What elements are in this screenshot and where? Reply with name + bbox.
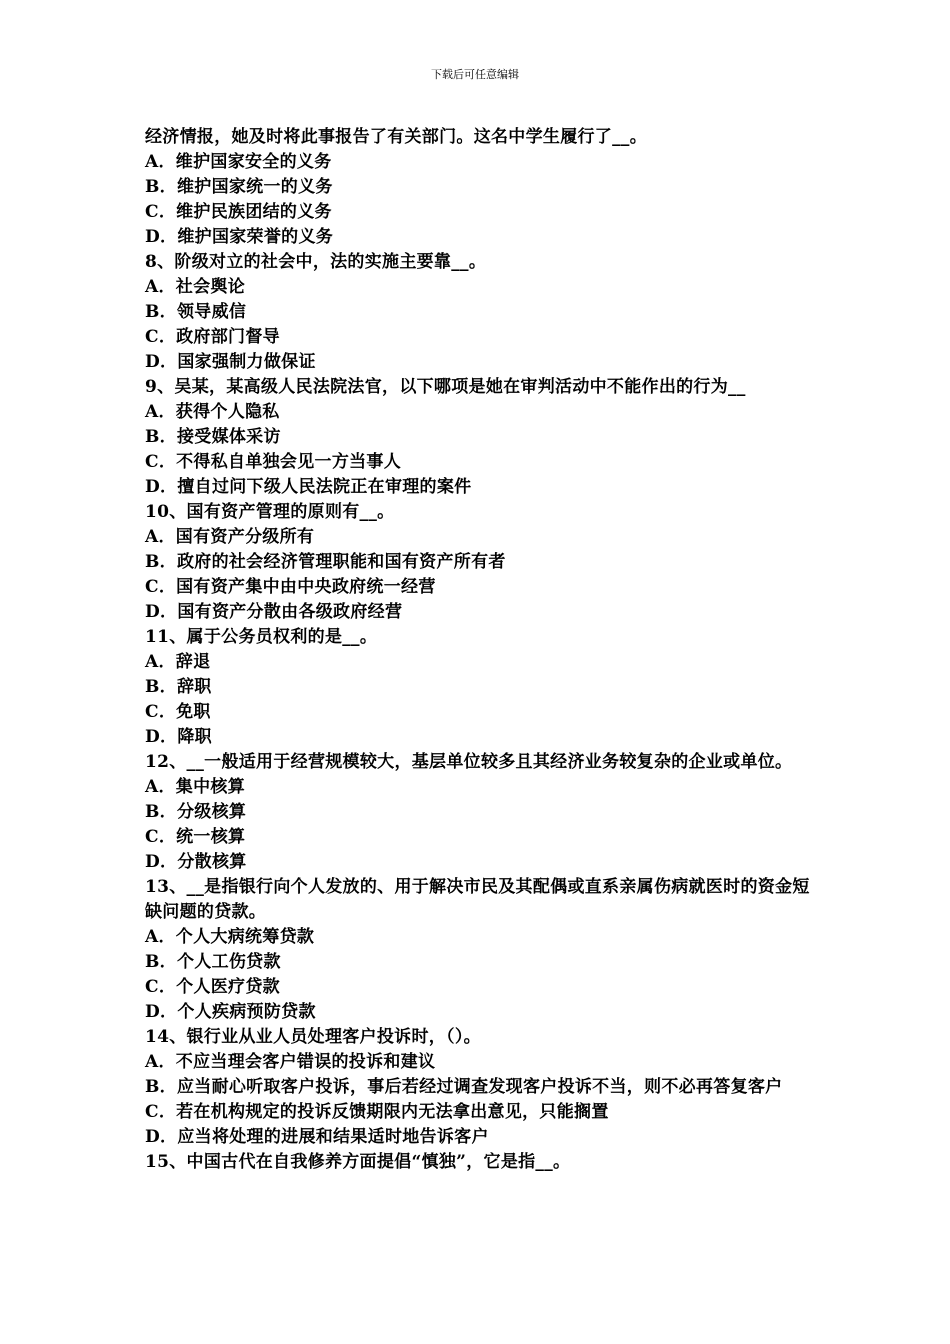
option-d: D．维护国家荣誉的义务: [145, 227, 334, 247]
question-12-option-d: D．分散核算: [145, 852, 247, 872]
question-11-stem: 11、属于公务员权利的是__。: [145, 627, 378, 647]
question-8-option-c: C．政府部门督导: [145, 327, 280, 347]
option-a: A．维护国家安全的义务: [145, 152, 332, 172]
question-10-stem: 10、国有资产管理的原则有__。: [145, 502, 395, 522]
question-8-option-b: B．领导威信: [145, 302, 247, 322]
question-8-option-d: D．国家强制力做保证: [145, 352, 316, 372]
question-9-option-a: A．获得个人隐私: [145, 402, 280, 422]
question-14-option-b: B．应当耐心听取客户投诉，事后若经过调查发现客户投诉不当，则不必再答复客户: [145, 1077, 783, 1097]
question-stem: 经济情报，她及时将此事报告了有关部门。这名中学生履行了__。: [145, 127, 647, 147]
question-14-option-a: A．不应当理会客户错误的投诉和建议: [145, 1052, 436, 1072]
question-14-stem: 14、银行业从业人员处理客户投诉时，（）。: [145, 1027, 481, 1047]
document-body: [145, 125, 810, 1175]
option-c: C．维护民族团结的义务: [145, 202, 332, 222]
question-13-option-c: C．个人医疗贷款: [145, 977, 280, 997]
question-14-option-c: C．若在机构规定的投诉反馈期限内无法拿出意见，只能搁置: [145, 1102, 609, 1122]
question-12-stem: 12、__一般适用于经营规模较大，基层单位较多且其经济业务较复杂的企业或单位。: [145, 752, 793, 772]
question-8-option-a: A．社会舆论: [145, 277, 245, 297]
option-b: B．维护国家统一的义务: [145, 177, 333, 197]
question-12-option-a: A．集中核算: [145, 777, 245, 797]
question-11-option-a: A．辞退: [145, 652, 211, 672]
question-13-option-d: D．个人疾病预防贷款: [145, 1002, 316, 1022]
question-15-stem: 15、中国古代在自我修养方面提倡“慎独”，它是指__。: [145, 1152, 571, 1172]
question-13-option-a: A．个人大病统筹贷款: [145, 927, 315, 947]
question-12-option-b: B．分级核算: [145, 802, 247, 822]
question-14-option-d: D．应当将处理的进展和结果适时地告诉客户: [145, 1127, 489, 1147]
question-12-option-c: C．统一核算: [145, 827, 246, 847]
question-10-option-a: A．国有资产分级所有: [145, 527, 315, 547]
question-9-stem: 9、吴某，某高级人民法院法官，以下哪项是她在审判活动中不能作出的行为__: [145, 377, 746, 397]
question-10-option-c: C．国有资产集中由中央政府统一经营: [145, 577, 436, 597]
question-13-stem: 13、__是指银行向个人发放的、用于解决市民及其配偶或直系亲属伤病就医时的资金短缺问题的贷款。: [145, 877, 810, 922]
question-13-option-b: B．个人工伤贷款: [145, 952, 281, 972]
question-9-option-d: D．擅自过问下级人民法院正在审理的案件: [145, 477, 472, 497]
question-11-option-b: B．辞职: [145, 677, 212, 697]
question-9-option-b: B．接受媒体采访: [145, 427, 281, 447]
page-header: 下载后可任意编辑: [431, 68, 519, 81]
question-11-option-d: D．降职: [145, 727, 212, 747]
question-9-option-c: C．不得私自单独会见一方当事人: [145, 452, 402, 472]
question-11-option-c: C．免职: [145, 702, 211, 722]
question-8-stem: 8、阶级对立的社会中，法的实施主要靠__。: [145, 252, 487, 272]
question-10-option-b: B．政府的社会经济管理职能和国有资产所有者: [145, 552, 506, 572]
question-10-option-d: D．国有资产分散由各级政府经营: [145, 602, 403, 622]
